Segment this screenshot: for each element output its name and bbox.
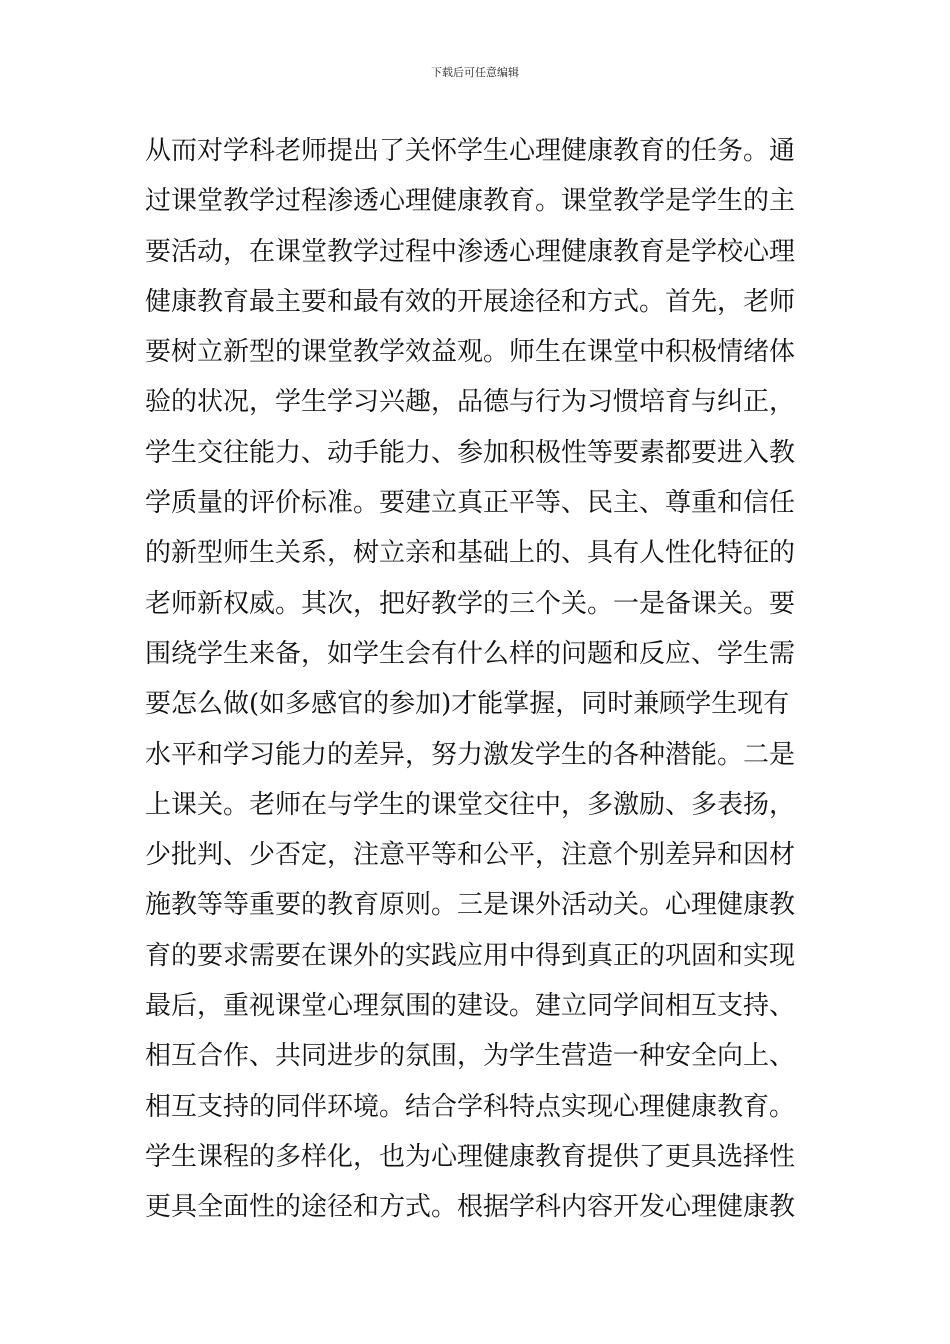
- text-line: 学生交往能力、动手能力、参加积极性等要素都要进入教: [145, 437, 796, 468]
- text-line: 上课关。老师在与学生的课堂交往中，多激励、多表扬，: [145, 789, 796, 820]
- text-line: 老师新权威。其次，把好教学的三个关。一是备课关。要: [145, 588, 796, 619]
- page-header-note: 下载后可任意编辑: [431, 66, 519, 79]
- text-line: 水平和学习能力的差异，努力激发学生的各种潜能。二是: [145, 739, 796, 770]
- text-line: 相互支持的同伴环境。结合学科特点实现心理健康教育。: [145, 1091, 796, 1122]
- text-line: 施教等等重要的教育原则。三是课外活动关。心理健康教: [145, 890, 796, 921]
- text-line: 从而对学科老师提出了关怀学生心理健康教育的任务。通: [145, 136, 796, 166]
- text-line: 育的要求需要在课外的实践应用中得到真正的巩固和实现: [145, 940, 796, 971]
- text-line: 要树立新型的课堂教学效益观。师生在课堂中积极情绪体: [145, 337, 796, 368]
- text-line: 学质量的评价标准。要建立真正平等、民主、尊重和信任: [145, 488, 796, 519]
- text-line: 围绕学生来备，如学生会有什么样的问题和反应、学生需: [145, 638, 796, 669]
- text-line: 最后，重视课堂心理氛围的建设。建立同学间相互支持、: [145, 991, 796, 1022]
- text-line: 要怎么做(如多感官的参加)才能掌握，同时兼顾学生现有: [145, 689, 790, 720]
- text-line: 学生课程的多样化，也为心理健康教育提供了更具选择性: [145, 1141, 796, 1172]
- text-line: 更具全面性的途径和方式。根据学科内容开发心理健康教: [145, 1192, 796, 1223]
- text-line: 过课堂教学过程渗透心理健康教育。课堂教学是学生的主: [145, 186, 796, 217]
- text-line: 健康教育最主要和最有效的开展途径和方式。首先，老师: [145, 286, 796, 317]
- text-line: 相互合作、共同进步的氛围，为学生营造一种安全向上、: [145, 1041, 796, 1072]
- text-line: 验的状况，学生学习兴趣，品德与行为习惯培育与纠正，: [145, 387, 796, 418]
- text-line: 要活动，在课堂教学过程中渗透心理健康教育是学校心理: [145, 236, 796, 267]
- text-line: 的新型师生关系，树立亲和基础上的、具有人性化特征的: [145, 538, 796, 569]
- document-body: [145, 126, 810, 1233]
- text-line: 少批判、少否定，注意平等和公平，注意个别差异和因材: [145, 840, 796, 871]
